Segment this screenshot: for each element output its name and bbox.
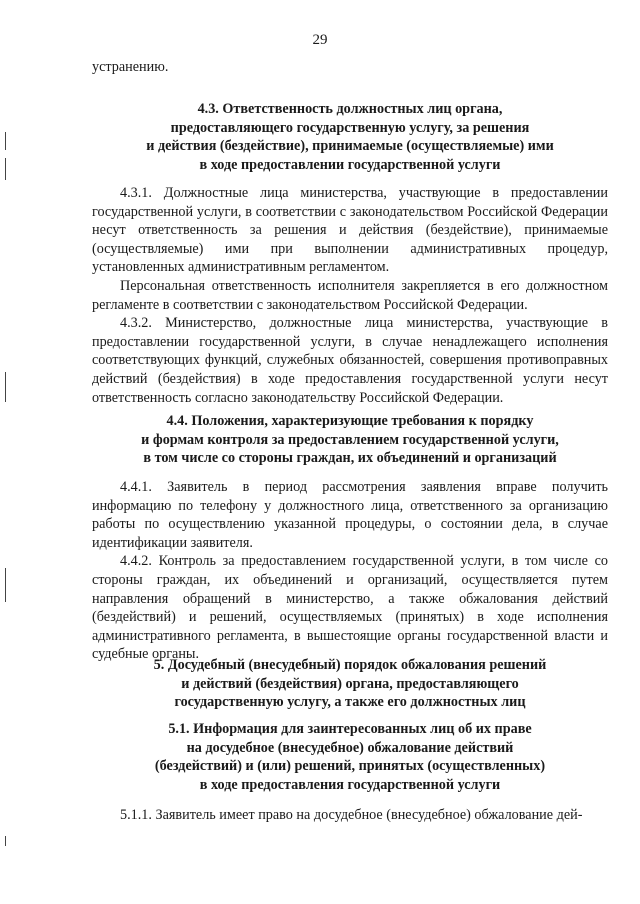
paragraph: 4.3.2. Министерство, должностные лица министерства, участвующие в предоставлении государственной услуги, в случае ненадлежащего исполнения соответствующих функций, служебных обязанностей, совершения противоправных действий (бездействия) в ходе предоставления государственной услуги несут ответственность согласно законодательству Российской Федерации.	[92, 315, 608, 406]
section-4-4-body	[92, 478, 608, 664]
margin-mark	[5, 158, 6, 180]
margin-mark	[5, 568, 6, 602]
paragraph: Персональная ответственность исполнителя закрепляется в его должностном регламенте в соответствии с законодательством Российской Федерации.	[92, 277, 608, 313]
heading-line: и действия (бездействие), принимаемые (осуществляемые) ими	[146, 138, 554, 155]
intro-text: устранению.	[92, 59, 169, 75]
heading-line: (бездействий) и (или) решений, принятых (осуществленных)	[154, 758, 546, 775]
heading-line: в ходе предоставления государственной услуги	[199, 776, 501, 793]
heading-line: в ходе предоставлении государственной услуги	[199, 156, 501, 173]
heading-line: предоставляющего государственную услугу, за решения	[170, 119, 530, 136]
paragraph: 5.1.1. Заявитель имеет право на досудебное (внесудебное) обжалование дей-	[120, 807, 583, 823]
paragraph: 4.4.2. Контроль за предоставлением государственной услуги, в том числе со стороны граждан, их объединений и организаций, осуществляется путем направления обращений в министерство, а также обжалования действий (бездействий) и решений, осуществляемых (принятых) в ходе исполнения административного регламента, в вышестоящие органы государственной власти и судебные органы.	[92, 553, 608, 663]
paragraph: 4.4.1. Заявитель в период рассмотрения заявления вправе получить информацию по телефону у должностного лица, ответственного за организацию работы по осуществлению указанной процедуры, о состоянии дела, в случае идентификации заявителя.	[92, 479, 608, 551]
heading-line: 4.4. Положения, характеризующие требования к порядку	[166, 413, 534, 429]
heading-line: государственную услугу, а также его должностных лиц	[174, 694, 526, 711]
section-4-3-body	[92, 184, 608, 407]
heading-line: 4.3. Ответственность должностных лиц органа,	[197, 101, 503, 117]
margin-mark	[5, 132, 6, 150]
heading-line: в том числе со стороны граждан, их объединений и организаций	[143, 450, 557, 467]
section-5-heading	[92, 656, 608, 712]
heading-line: и действий (бездействия) органа, предоставляющего	[181, 675, 519, 692]
page-number: 29	[312, 32, 328, 48]
section-5-1-heading	[92, 720, 608, 794]
margin-mark	[5, 372, 6, 402]
heading-line: на досудебное (внесудебное) обжалование действий	[186, 739, 514, 756]
heading-line: 5. Досудебный (внесудебный) порядок обжалования решений	[153, 657, 547, 673]
heading-line: 5.1. Информация для заинтересованных лиц об их праве	[168, 721, 532, 737]
intro-text-block	[92, 58, 608, 77]
section-5-1-body	[92, 806, 608, 825]
heading-line: и формам контроля за предоставлением государственной услуги,	[141, 431, 559, 448]
section-4-3-heading	[92, 100, 608, 174]
section-4-4-heading	[92, 412, 608, 468]
margin-mark	[5, 836, 6, 846]
paragraph: 4.3.1. Должностные лица министерства, участвующие в предоставлении государственной услуги, в соответствии с законодательством Российской Федерации несут ответственность за решения и действия (бездействие), принимаемые (осуществляемые) ими при выполнении административных процедур, установленных административным регламентом.	[92, 185, 608, 276]
